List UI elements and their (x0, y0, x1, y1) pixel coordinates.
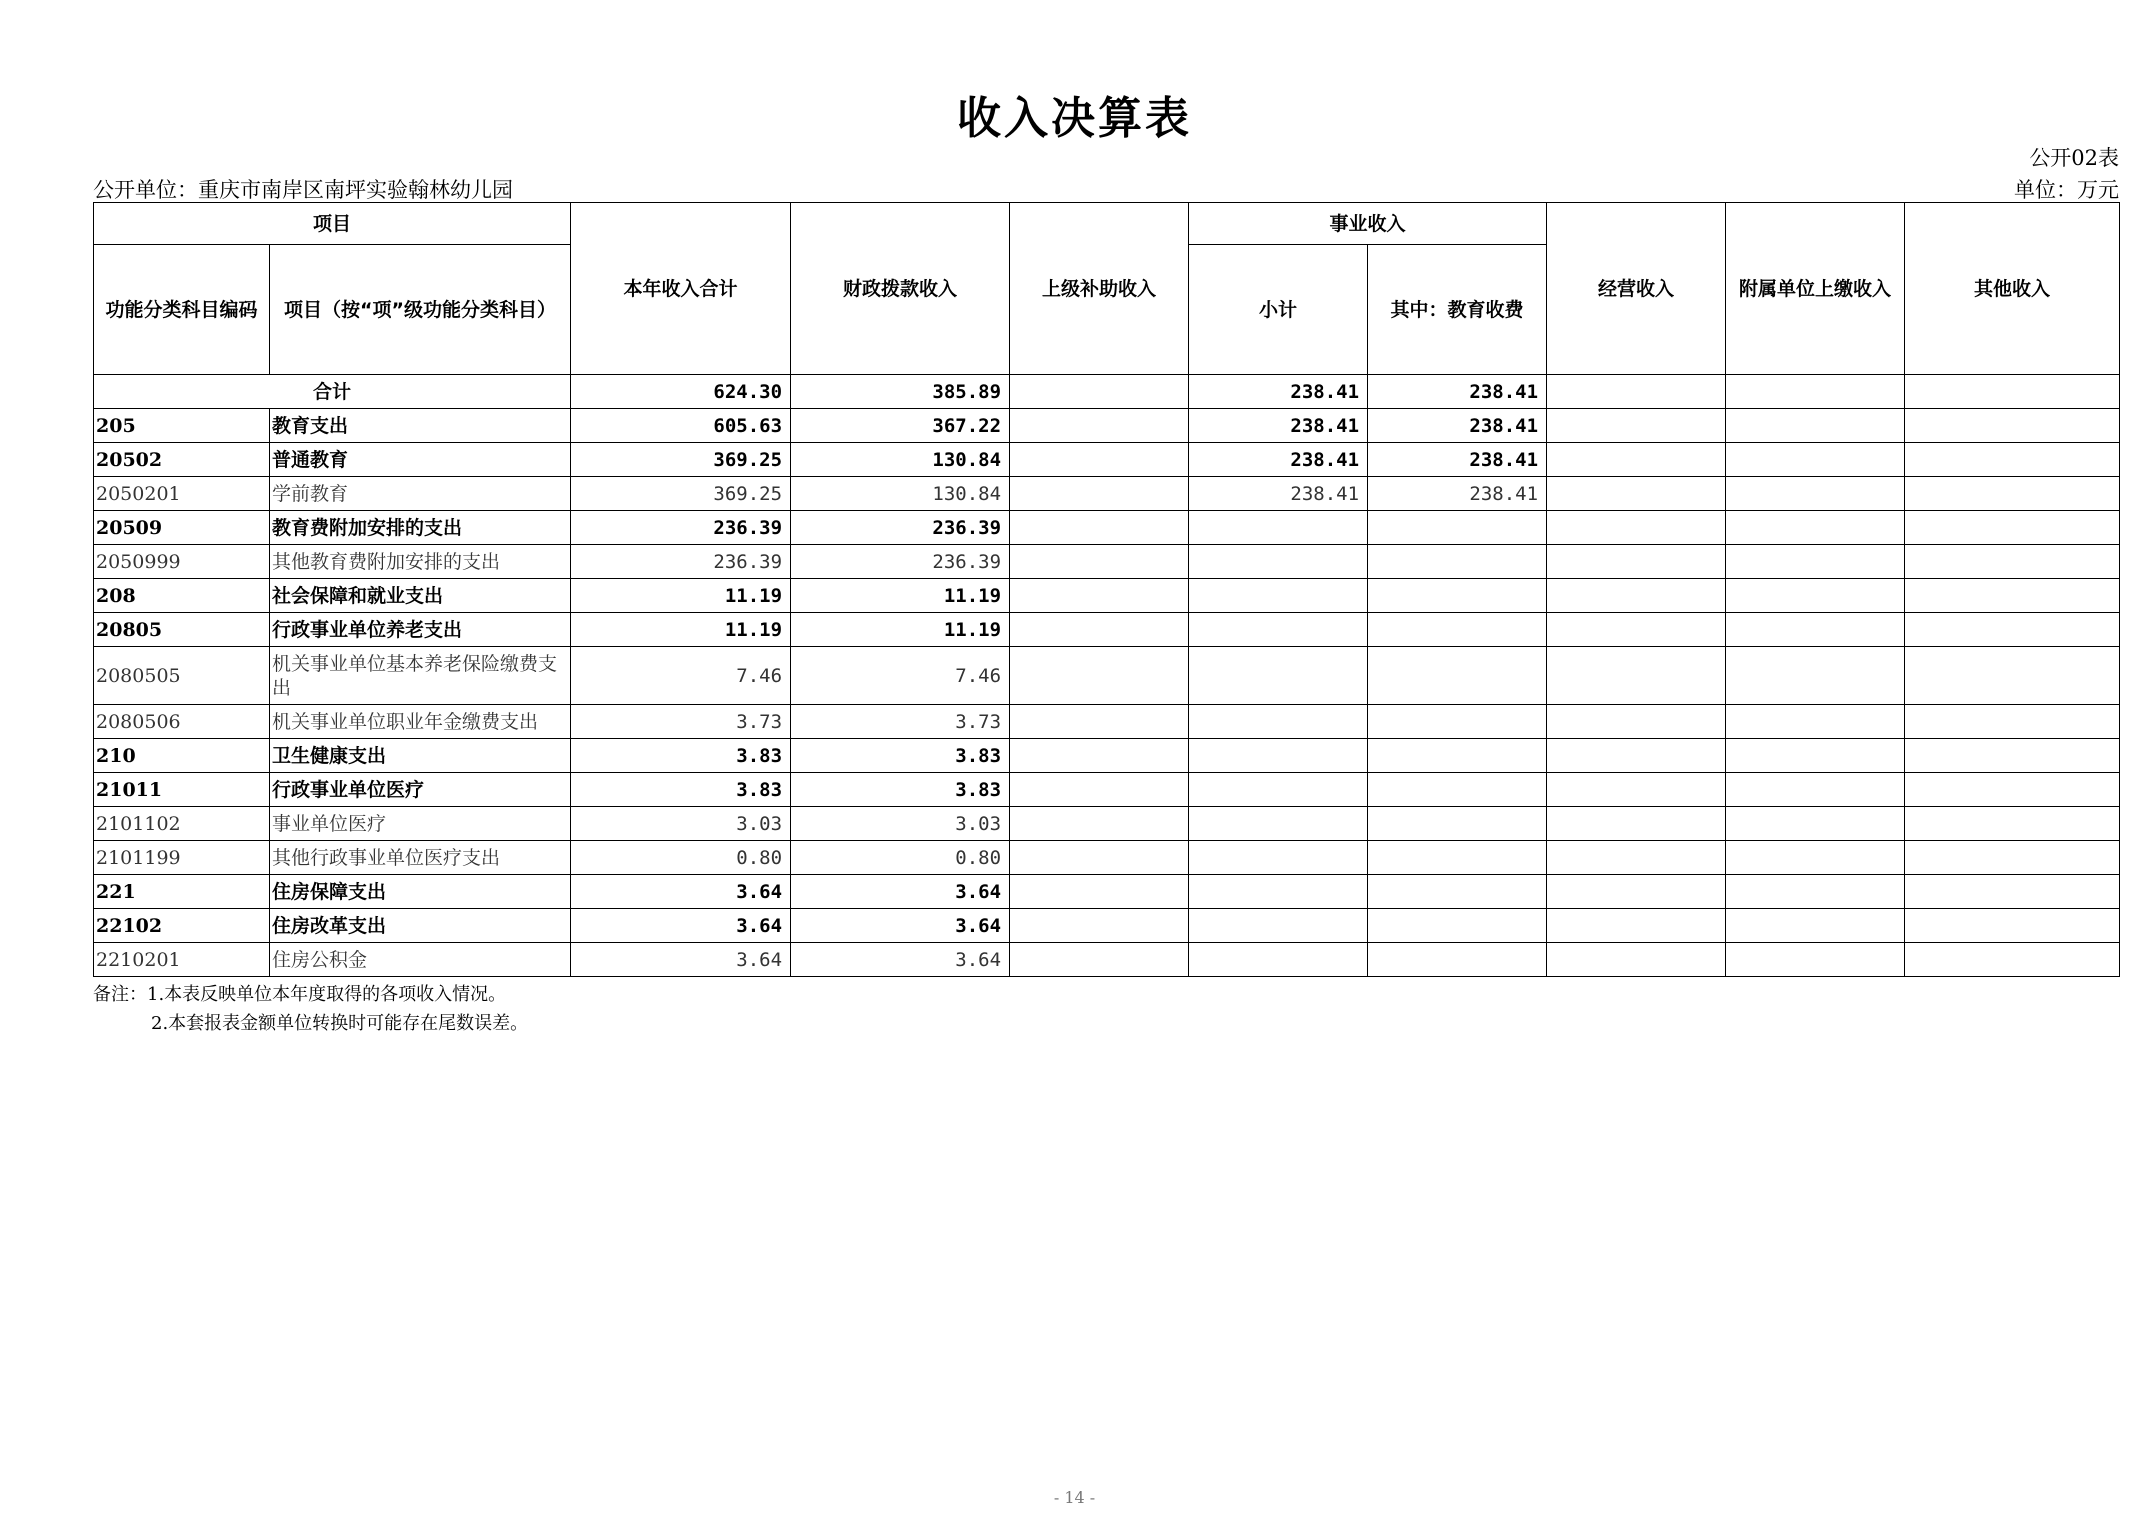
other-cell (1905, 705, 2120, 739)
fiscal-cell: 367.22 (791, 409, 1010, 443)
name-cell: 事业单位医疗 (270, 807, 571, 841)
superior-cell (1010, 409, 1189, 443)
reporting-unit: 公开单位：重庆市南岸区南坪实验翰林幼儿园 (93, 178, 513, 202)
operating-cell (1547, 909, 1726, 943)
total-cell: 3.03 (571, 807, 791, 841)
operating-cell (1547, 375, 1726, 409)
code-cell: 221 (94, 875, 270, 909)
code-cell: 2101102 (94, 807, 270, 841)
note-1: 备注：1.本表反映单位本年度取得的各项收入情况。 (93, 984, 507, 1005)
code-cell: 21011 (94, 773, 270, 807)
code-cell: 2080506 (94, 705, 270, 739)
subtotal-cell (1189, 511, 1368, 545)
table-row (94, 511, 2120, 545)
fiscal-cell: 130.84 (791, 477, 1010, 511)
affiliated-cell (1726, 909, 1905, 943)
edu-fee-cell (1368, 647, 1547, 705)
operating-cell (1547, 739, 1726, 773)
operating-cell (1547, 579, 1726, 613)
superior-cell (1010, 545, 1189, 579)
operating-cell (1547, 807, 1726, 841)
total-cell: 7.46 (571, 647, 791, 705)
edu-fee-cell: 238.41 (1368, 409, 1547, 443)
page-number: - 14 - (1053, 1488, 1096, 1507)
code-cell: 210 (94, 739, 270, 773)
fiscal-cell: 385.89 (791, 375, 1010, 409)
other-cell (1905, 875, 2120, 909)
operating-cell (1547, 705, 1726, 739)
superior-cell (1010, 943, 1189, 977)
total-cell: 236.39 (571, 545, 791, 579)
total-cell: 3.83 (571, 773, 791, 807)
edu-fee-cell (1368, 705, 1547, 739)
affiliated-cell (1726, 579, 1905, 613)
other-cell (1905, 841, 2120, 875)
operating-cell (1547, 875, 1726, 909)
name-cell: 住房改革支出 (270, 909, 571, 943)
table-row (94, 807, 2120, 841)
form-number: 公开02表 (2029, 146, 2119, 170)
total-cell: 0.80 (571, 841, 791, 875)
operating-cell (1547, 443, 1726, 477)
other-cell (1905, 375, 2120, 409)
header-total: 本年收入合计 (571, 203, 791, 375)
table-row (94, 943, 2120, 977)
superior-cell (1010, 841, 1189, 875)
affiliated-cell (1726, 841, 1905, 875)
operating-cell (1547, 545, 1726, 579)
superior-cell (1010, 909, 1189, 943)
operating-cell (1547, 841, 1726, 875)
total-cell: 3.64 (571, 909, 791, 943)
superior-cell (1010, 705, 1189, 739)
code-cell: 205 (94, 409, 270, 443)
operating-cell (1547, 613, 1726, 647)
header-superior: 上级补助收入 (1010, 203, 1189, 375)
table-row (94, 841, 2120, 875)
edu-fee-cell (1368, 773, 1547, 807)
name-cell: 行政事业单位医疗 (270, 773, 571, 807)
header-project: 项目 (94, 203, 571, 245)
table-row (94, 909, 2120, 943)
code-cell: 2050201 (94, 477, 270, 511)
other-cell (1905, 477, 2120, 511)
other-cell (1905, 647, 2120, 705)
superior-cell (1010, 773, 1189, 807)
subtotal-cell: 238.41 (1189, 443, 1368, 477)
code-cell: 208 (94, 579, 270, 613)
operating-cell (1547, 943, 1726, 977)
currency-unit: 单位：万元 (2014, 178, 2119, 202)
affiliated-cell (1726, 739, 1905, 773)
other-cell (1905, 545, 2120, 579)
income-table (93, 202, 2120, 977)
superior-cell (1010, 477, 1189, 511)
subtotal-cell (1189, 841, 1368, 875)
edu-fee-cell (1368, 909, 1547, 943)
subtotal-cell (1189, 647, 1368, 705)
affiliated-cell (1726, 647, 1905, 705)
edu-fee-cell (1368, 545, 1547, 579)
table-row (94, 647, 2120, 705)
affiliated-cell (1726, 773, 1905, 807)
subtotal-cell (1189, 545, 1368, 579)
total-cell: 369.25 (571, 443, 791, 477)
subtotal-cell (1189, 773, 1368, 807)
affiliated-cell (1726, 943, 1905, 977)
fiscal-cell: 11.19 (791, 579, 1010, 613)
other-cell (1905, 773, 2120, 807)
total-cell: 3.64 (571, 875, 791, 909)
header-affiliated: 附属单位上缴收入 (1726, 203, 1905, 375)
affiliated-cell (1726, 477, 1905, 511)
subtotal-cell: 238.41 (1189, 375, 1368, 409)
other-cell (1905, 739, 2120, 773)
edu-fee-cell (1368, 613, 1547, 647)
fiscal-cell: 11.19 (791, 613, 1010, 647)
edu-fee-cell (1368, 841, 1547, 875)
table-row (94, 773, 2120, 807)
edu-fee-cell: 238.41 (1368, 443, 1547, 477)
superior-cell (1010, 613, 1189, 647)
fiscal-cell: 3.64 (791, 875, 1010, 909)
operating-cell (1547, 477, 1726, 511)
superior-cell (1010, 739, 1189, 773)
name-cell: 其他行政事业单位医疗支出 (270, 841, 571, 875)
name-cell: 其他教育费附加安排的支出 (270, 545, 571, 579)
edu-fee-cell (1368, 739, 1547, 773)
code-cell: 20805 (94, 613, 270, 647)
total-cell: 3.64 (571, 943, 791, 977)
subtotal-cell (1189, 909, 1368, 943)
superior-cell (1010, 443, 1189, 477)
edu-fee-cell (1368, 579, 1547, 613)
header-name: 项目（按“项”级功能分类科目） (270, 245, 571, 375)
total-cell: 624.30 (571, 375, 791, 409)
edu-fee-cell (1368, 943, 1547, 977)
fiscal-cell: 3.73 (791, 705, 1010, 739)
fiscal-cell: 236.39 (791, 545, 1010, 579)
fiscal-cell: 3.83 (791, 739, 1010, 773)
superior-cell (1010, 579, 1189, 613)
affiliated-cell (1726, 511, 1905, 545)
total-cell: 369.25 (571, 477, 791, 511)
other-cell (1905, 579, 2120, 613)
operating-cell (1547, 409, 1726, 443)
affiliated-cell (1726, 705, 1905, 739)
name-cell: 社会保障和就业支出 (270, 579, 571, 613)
name-cell: 住房保障支出 (270, 875, 571, 909)
operating-cell (1547, 511, 1726, 545)
subtotal-cell (1189, 613, 1368, 647)
affiliated-cell (1726, 807, 1905, 841)
subtotal-cell (1189, 705, 1368, 739)
table-row (94, 705, 2120, 739)
subtotal-cell (1189, 943, 1368, 977)
subtotal-cell (1189, 579, 1368, 613)
other-cell (1905, 943, 2120, 977)
edu-fee-cell: 238.41 (1368, 375, 1547, 409)
name-cell: 住房公积金 (270, 943, 571, 977)
fiscal-cell: 130.84 (791, 443, 1010, 477)
affiliated-cell (1726, 443, 1905, 477)
header-fiscal: 财政拨款收入 (791, 203, 1010, 375)
other-cell (1905, 909, 2120, 943)
table-row (94, 613, 2120, 647)
total-label: 合计 (94, 375, 571, 409)
total-cell: 3.73 (571, 705, 791, 739)
total-cell: 605.63 (571, 409, 791, 443)
other-cell (1905, 807, 2120, 841)
name-cell: 学前教育 (270, 477, 571, 511)
total-cell: 11.19 (571, 579, 791, 613)
affiliated-cell (1726, 613, 1905, 647)
fiscal-cell: 3.64 (791, 943, 1010, 977)
code-cell: 2101199 (94, 841, 270, 875)
note-2: 2.本套报表金额单位转换时可能存在尾数误差。 (151, 1013, 529, 1034)
affiliated-cell (1726, 409, 1905, 443)
subtotal-cell (1189, 739, 1368, 773)
code-cell: 20509 (94, 511, 270, 545)
table-row (94, 477, 2120, 511)
header-other: 其他收入 (1905, 203, 2120, 375)
code-cell: 2050999 (94, 545, 270, 579)
table-row (94, 409, 2120, 443)
code-cell: 22102 (94, 909, 270, 943)
edu-fee-cell (1368, 511, 1547, 545)
edu-fee-cell: 238.41 (1368, 477, 1547, 511)
operating-cell (1547, 773, 1726, 807)
subtotal-cell: 238.41 (1189, 409, 1368, 443)
header-business: 事业收入 (1189, 203, 1547, 245)
superior-cell (1010, 511, 1189, 545)
table-row (94, 875, 2120, 909)
subtotal-cell (1189, 807, 1368, 841)
fiscal-cell: 236.39 (791, 511, 1010, 545)
superior-cell (1010, 807, 1189, 841)
table-row (94, 579, 2120, 613)
table-row (94, 443, 2120, 477)
name-cell: 教育支出 (270, 409, 571, 443)
total-cell: 11.19 (571, 613, 791, 647)
header-edu-fee: 其中：教育收费 (1368, 245, 1547, 375)
notes (93, 980, 528, 1038)
affiliated-cell (1726, 545, 1905, 579)
subtotal-cell: 238.41 (1189, 477, 1368, 511)
header-code: 功能分类科目编码 (94, 245, 270, 375)
fiscal-cell: 3.03 (791, 807, 1010, 841)
fiscal-cell: 3.83 (791, 773, 1010, 807)
name-cell: 教育费附加安排的支出 (270, 511, 571, 545)
fiscal-cell: 7.46 (791, 647, 1010, 705)
table-row (94, 739, 2120, 773)
header-operating: 经营收入 (1547, 203, 1726, 375)
subtotal-cell (1189, 875, 1368, 909)
code-cell: 2080505 (94, 647, 270, 705)
name-cell: 卫生健康支出 (270, 739, 571, 773)
table-row (94, 545, 2120, 579)
other-cell (1905, 409, 2120, 443)
superior-cell (1010, 375, 1189, 409)
name-cell: 行政事业单位养老支出 (270, 613, 571, 647)
page-title: 收入决算表 (957, 93, 1192, 144)
code-cell: 20502 (94, 443, 270, 477)
header-subtotal: 小计 (1189, 245, 1368, 375)
name-cell: 机关事业单位职业年金缴费支出 (270, 705, 571, 739)
operating-cell (1547, 647, 1726, 705)
fiscal-cell: 0.80 (791, 841, 1010, 875)
other-cell (1905, 511, 2120, 545)
edu-fee-cell (1368, 875, 1547, 909)
affiliated-cell (1726, 875, 1905, 909)
name-cell: 普通教育 (270, 443, 571, 477)
total-row (94, 375, 2120, 409)
superior-cell (1010, 875, 1189, 909)
affiliated-cell (1726, 375, 1905, 409)
other-cell (1905, 443, 2120, 477)
fiscal-cell: 3.64 (791, 909, 1010, 943)
total-cell: 236.39 (571, 511, 791, 545)
other-cell (1905, 613, 2120, 647)
code-cell: 2210201 (94, 943, 270, 977)
total-cell: 3.83 (571, 739, 791, 773)
edu-fee-cell (1368, 807, 1547, 841)
superior-cell (1010, 647, 1189, 705)
name-cell: 机关事业单位基本养老保险缴费支出 (270, 647, 571, 705)
